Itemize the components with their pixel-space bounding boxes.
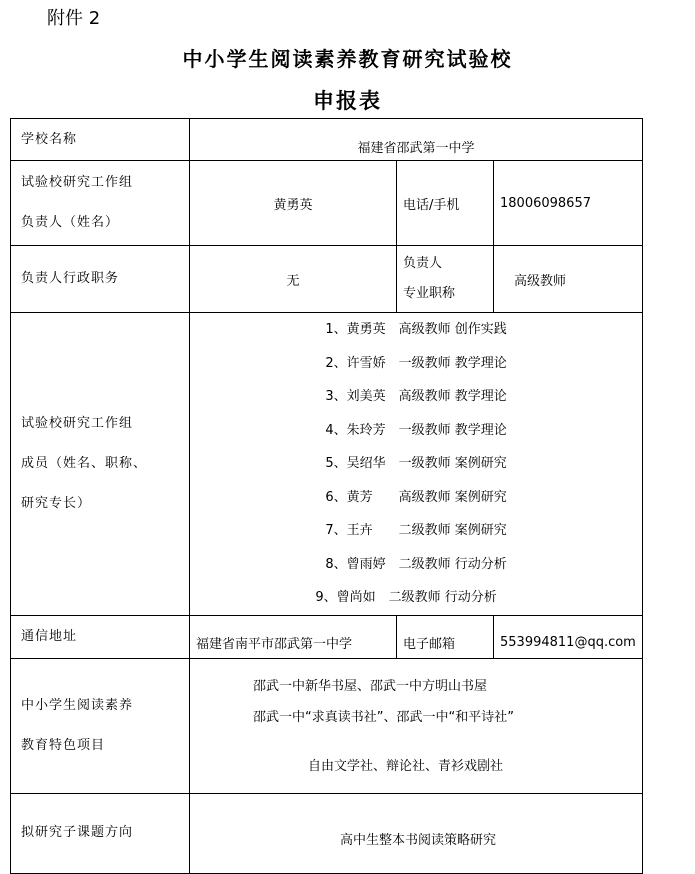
member-item: 5、吴绍华 一级教师 案例研究 [325,456,507,471]
member-item: 1、黄勇英 高级教师 创作实践 [325,322,507,337]
form-title: 中小学生阅读素养教育研究试验校 [182,47,513,71]
school-name-value [190,119,643,161]
form-subtitle: 申报表 [313,88,382,113]
row-school-name [11,119,643,161]
row-admin [11,246,643,313]
members-list [190,313,643,616]
row-topic [11,793,643,873]
members-label-line3: 研究专长） [21,495,92,511]
email-value: 553994811@qq.com [494,615,643,658]
member-item: 8、曾雨婷 二级教师 行动分析 [325,556,507,572]
member-item: 3、刘美英 高级教师 教学理论 [325,389,507,404]
leader-label-line1: 试验校研究工作组 [21,175,134,190]
attachment-label: 附件 2 [47,8,101,29]
leader-label-line2: 负责人（姓名） [21,215,120,230]
address-label: 通信地址 [11,615,190,658]
title-label-line2: 专业职称 [403,286,456,301]
school-name-label: 学校名称 [11,119,190,161]
application-form-table [10,118,643,874]
topic-value: 高中生整本书阅读策略研究 [190,793,643,873]
feature-label [11,658,190,793]
school-name-text: 福建省邵武第一中学 [357,141,475,156]
feature-item: 邵武一中新华书屋、邵武一中方明山书屋 [253,678,488,694]
member-item: 2、许雪娇 一级教师 教学理论 [325,355,507,371]
phone-value: 18006098657 [494,161,643,246]
title-value: 高级教师 [494,246,643,313]
leader-name: 黄勇英 [190,161,397,246]
row-members [11,313,643,616]
row-leader [11,161,643,246]
member-item: 9、曾尚如 二级教师 行动分析 [315,590,497,605]
admin-label: 负责人行政职务 [11,246,190,313]
phone-label: 电话/手机 [397,161,494,246]
members-label [11,313,190,616]
leader-label [11,161,190,246]
members-label-line1: 试验校研究工作组 [21,415,134,431]
address-value: 福建省南平市邵武第一中学 [190,615,397,658]
member-item: 7、王卉 二级教师 案例研究 [325,523,507,538]
row-address [11,615,643,658]
members-label-line2: 成员（姓名、职称、 [21,455,148,471]
topic-label: 拟研究子课题方向 [11,793,190,873]
member-item: 6、黄芳 高级教师 案例研究 [325,489,507,505]
email-label: 电子邮箱 [397,615,494,658]
title-label [397,246,494,313]
row-features [11,658,643,793]
title-label-line1: 负责人 [403,256,443,271]
feature-item: 自由文学社、辩论社、青衫戏剧社 [308,758,504,774]
feature-item: 邵武一中“求真读书社”、邵武一中“和平诗社” [253,709,514,725]
feature-label-line2: 教育特色项目 [21,737,106,753]
feature-label-line1: 中小学生阅读素养 [21,697,134,713]
features-list [190,658,643,793]
member-item: 4、朱玲芳 一级教师 教学理论 [325,422,507,438]
admin-value: 无 [190,246,397,313]
